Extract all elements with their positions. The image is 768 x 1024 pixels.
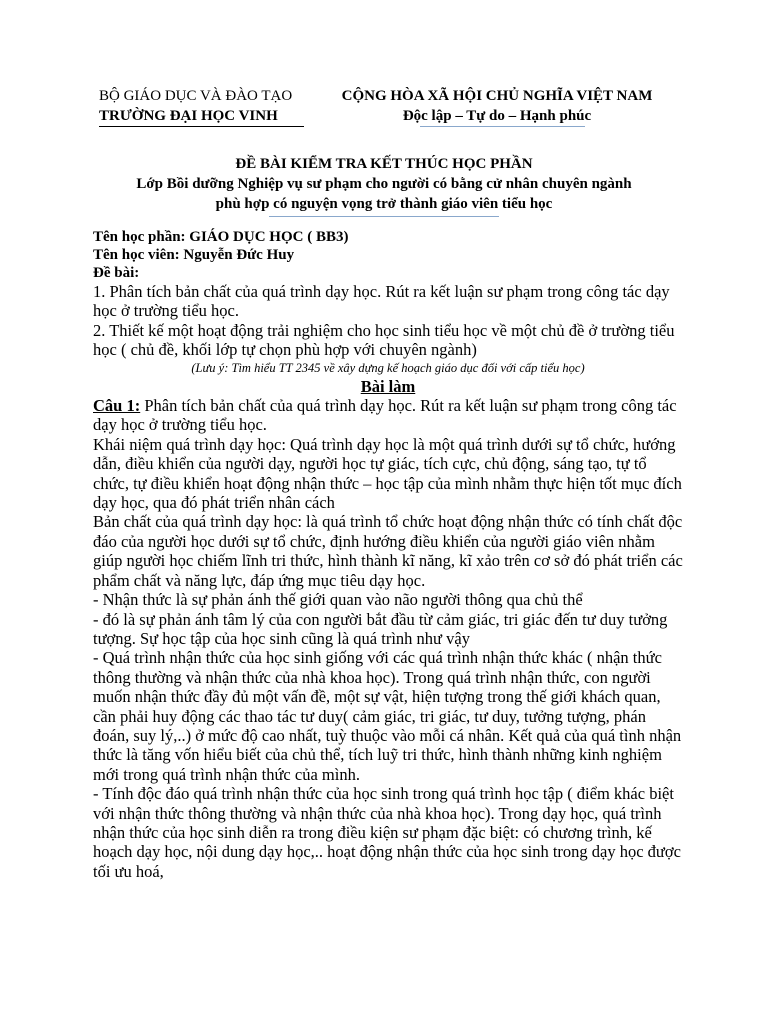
paragraph: - Quá trình nhận thức của học sinh giống với các quá trình nhận thức khác ( nhận thức thông thường và nhận thức của nhà khoa học). Trong quá trình nhận thức, con người muốn nhận thức đầy đủ một vấn đề, một sự vật, hiện tượng trong thế giới khách quan, cần phải huy động các thao tác tư duy( cảm giác, tri giác, tư duy, tưởng tượng, phán đoán, suy lý,..) ở mức độ cao nhất, tuỳ thuộc vào mỗi cá nhân. Kết quả của quá tình nhận thức là tăng vốn hiểu biết của chủ thể, tích luỹ tri thức, hình thành những kinh nghiệm mới trong quá trình nhận thức của mình. [93, 648, 682, 784]
paragraph: - đó là sự phản ánh tâm lý của con người bắt đầu từ cảm giác, tri giác đến tư duy tưởng tượng. Sự học tập của học sinh cũng là quá trình như vậy [93, 609, 668, 648]
answer-heading: Bài làm [360, 376, 416, 396]
divider [420, 126, 585, 127]
question-1: 1. Phân tích bản chất của quá trình dạy học. Rút ra kết luận sư phạm trong công tác dạy học ở trường tiểu học. [93, 282, 670, 321]
answer-question-text: Phân tích bản chất của quá trình dạy học. Rút ra kết luận sư phạm trong công tác dạy học ở trường tiểu học. [93, 396, 677, 435]
university-name: TRƯỜNG ĐẠI HỌC VINH [99, 108, 278, 124]
country-name: CỘNG HÒA XÃ HỘI CHỦ NGHĨA VIỆT NAM [341, 88, 653, 104]
document-body [93, 282, 683, 881]
exam-title-block [90, 154, 678, 217]
exam-title: ĐỀ BÀI KIỂM TRA KẾT THÚC HỌC PHẦN [235, 156, 533, 172]
paragraph: - Nhận thức là sự phản ánh thế giới quan vào não người thông qua chủ thể [93, 590, 583, 610]
question-2: 2. Thiết kế một hoạt động trải nghiệm cho học sinh tiểu học về một chủ đề ở trường tiểu học ( chủ đề, khối lớp tự chọn phù hợp với chuyên ngành) [93, 320, 675, 360]
ministry-header [99, 86, 329, 127]
paragraph: Khái niệm quá trình dạy học: Quá trình dạy học là một quá trình dưới sự tổ chức, hướng dẫn, điều khiển của người dạy, người học tự giác, tích cực, chủ động, sáng tạo, tự tổ chức, tự điều khiển hoạt động nhận thức – học tập của mình nhằm thực hiện tốt mục đích dạy học, qua đó phát triển nhân cách [93, 434, 682, 513]
answer-question-1 [93, 396, 683, 435]
divider [269, 216, 499, 217]
divider [99, 126, 304, 127]
exam-label: Đề bài: [93, 265, 140, 281]
paragraph: Bản chất của quá trình dạy học: là quá trình tổ chức hoạt động nhận thức có tính chất độc đáo của người học dưới sự tổ chức, định hướng điều khiển của người giáo viên nhằm giúp người học chiếm lĩnh tri thức, hình thành kĩ năng, kĩ xảo trên cơ sở đó phát triển các phẩm chất và năng lực, đáp ứng mục tiêu dạy học. [93, 512, 683, 590]
national-header [326, 86, 668, 127]
student-line: Tên học viên: Nguyễn Đức Huy [93, 247, 295, 263]
exam-meta [93, 228, 683, 282]
exam-subtitle-line2: phù hợp có nguyện vọng trở thành giáo viên tiểu học [215, 196, 553, 212]
exam-subtitle-line1: Lớp Bồi dưỡng Nghiệp vụ sư phạm cho người có bằng cử nhân chuyên ngành [136, 176, 632, 192]
subject-line: Tên học phần: GIÁO DỤC HỌC ( BB3) [93, 229, 349, 245]
paragraph: - Tính độc đáo quá trình nhận thức của học sinh trong quá trình học tập ( điểm khác biệt với nhận thức thông thường và nhận thức của nhà khoa học). Trong dạy học, quá trình nhận thức của học sinh diễn ra trong điều kiện sư phạm đặc biệt: có chương trình, kế hoạch dạy học, nội dung dạy học,.. hoạt động nhận thức của học sinh trong dạy học được tối ưu hoá, [93, 784, 681, 881]
answer-label: Câu 1: [93, 396, 141, 416]
ministry-name: BỘ GIÁO DỤC VÀ ĐÀO TẠO [99, 88, 293, 104]
national-motto: Độc lập – Tự do – Hạnh phúc [402, 108, 592, 124]
note: (Lưu ý: Tìm hiểu TT 2345 về xây dựng kế hoạch giáo dục đối với cấp tiểu học) [191, 360, 585, 375]
